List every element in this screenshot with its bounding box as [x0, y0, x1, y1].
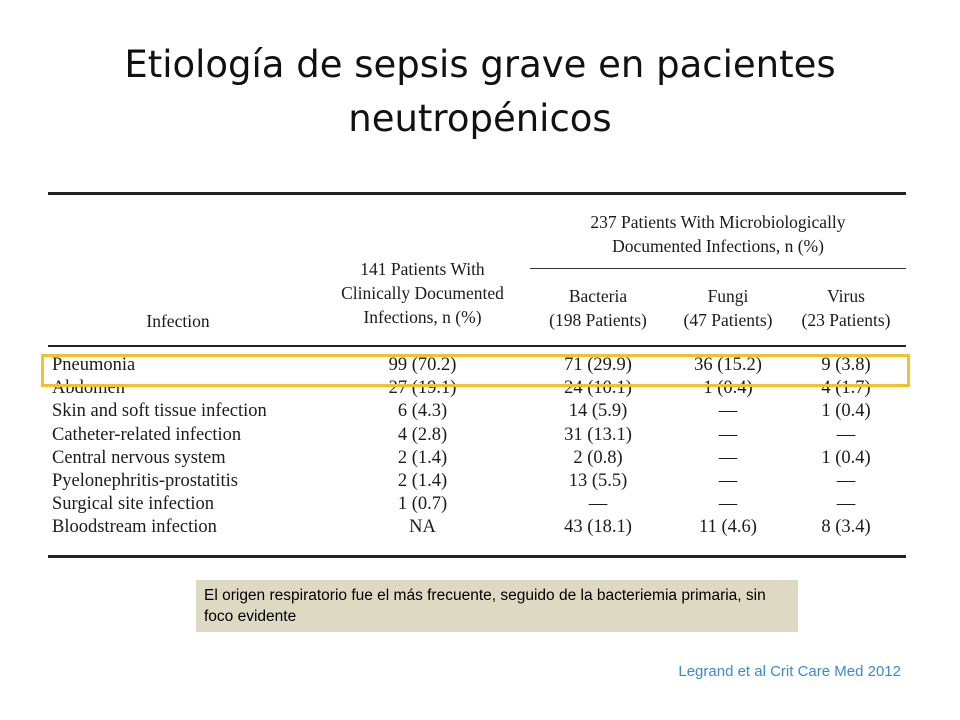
cell-clinical: NA — [409, 517, 436, 538]
cell-fungi: — — [718, 494, 738, 515]
cell-infection: Central nervous system — [52, 447, 226, 468]
cell-virus: 8 (3.4) — [821, 517, 871, 538]
cell-clinical: 2 (1.4) — [397, 470, 448, 491]
cell-clinical: 2 (1.4) — [397, 447, 448, 468]
cell-clinical: 1 (0.7) — [397, 494, 448, 515]
header-micro-line: Documented Infections, n (%) — [612, 236, 824, 256]
table-header-rule — [48, 345, 906, 347]
header-micro-group — [530, 210, 906, 258]
header-fungi-line: Fungi — [707, 286, 749, 306]
citation: Legrand et al Crit Care Med 2012 — [678, 663, 901, 680]
cell-bacteria: 43 (18.1) — [564, 517, 632, 538]
cell-fungi: — — [718, 424, 738, 445]
cell-virus: 9 (3.8) — [821, 355, 871, 375]
cell-clinical: 99 (70.2) — [388, 355, 457, 375]
header-virus-line: (23 Patients) — [801, 310, 891, 330]
header-fungi — [668, 284, 788, 332]
cell-bacteria: 71 (29.9) — [564, 355, 632, 375]
cell-infection: Skin and soft tissue infection — [52, 401, 267, 422]
table-bottom-rule — [48, 555, 906, 558]
header-clinical-line: 141 Patients With — [360, 259, 485, 279]
cell-fungi: 11 (4.6) — [699, 517, 757, 538]
header-clinical-line: Clinically Documented — [341, 283, 504, 303]
cell-fungi: 36 (15.2) — [694, 355, 762, 375]
cell-bacteria: 24 (10.1) — [564, 378, 632, 399]
slide-title: Etiología de sepsis grave en pacientes neutropénicos — [124, 43, 836, 140]
cell-bacteria: 13 (5.5) — [568, 470, 628, 491]
table-group-rule — [530, 268, 906, 269]
cell-infection: Bloodstream infection — [52, 517, 217, 538]
table-top-rule — [48, 192, 906, 195]
cell-bacteria: 31 (13.1) — [564, 424, 632, 445]
cell-virus: 4 (1.7) — [821, 378, 871, 399]
cell-clinical: 4 (2.8) — [397, 424, 448, 445]
cell-fungi: 1 (0.4) — [703, 378, 753, 399]
header-bacteria-line: (198 Patients) — [549, 310, 647, 330]
cell-infection: Surgical site infection — [52, 494, 215, 515]
cell-fungi: — — [718, 470, 738, 491]
cell-clinical: 6 (4.3) — [397, 401, 448, 422]
header-micro-line: 237 Patients With Microbiologically — [590, 212, 846, 232]
cell-virus: — — [836, 494, 856, 515]
header-infection: Infection — [146, 311, 210, 331]
cell-virus: — — [836, 424, 856, 445]
cell-fungi: — — [718, 447, 738, 468]
header-bacteria-line: Bacteria — [568, 286, 628, 306]
header-bacteria — [523, 284, 673, 332]
cell-infection: Pyelonephritis-prostatitis — [52, 470, 239, 491]
cell-infection: Catheter-related infection — [52, 424, 242, 445]
cell-bacteria: — — [588, 494, 608, 515]
header-clinical-line: Infections, n (%) — [363, 307, 482, 327]
cell-virus: 1 (0.4) — [821, 401, 871, 422]
cell-fungi: — — [718, 401, 738, 422]
cell-infection: Abdomen — [52, 378, 125, 399]
header-clinical — [310, 257, 535, 329]
cell-bacteria: 14 (5.9) — [568, 401, 628, 422]
cell-clinical: 27 (19.1) — [388, 378, 457, 399]
note-box: El origen respiratorio fue el más frecuente, seguido de la bacteriemia primaria, sin foco evidente — [196, 580, 798, 632]
header-virus — [786, 284, 906, 332]
cell-bacteria: 2 (0.8) — [573, 447, 623, 468]
pneumonia-row-highlight — [41, 354, 910, 387]
header-fungi-line: (47 Patients) — [683, 310, 773, 330]
cell-infection: Pneumonia — [52, 355, 136, 375]
cell-virus: — — [836, 470, 856, 491]
header-virus-line: Virus — [827, 286, 865, 306]
cell-virus: 1 (0.4) — [821, 447, 871, 468]
